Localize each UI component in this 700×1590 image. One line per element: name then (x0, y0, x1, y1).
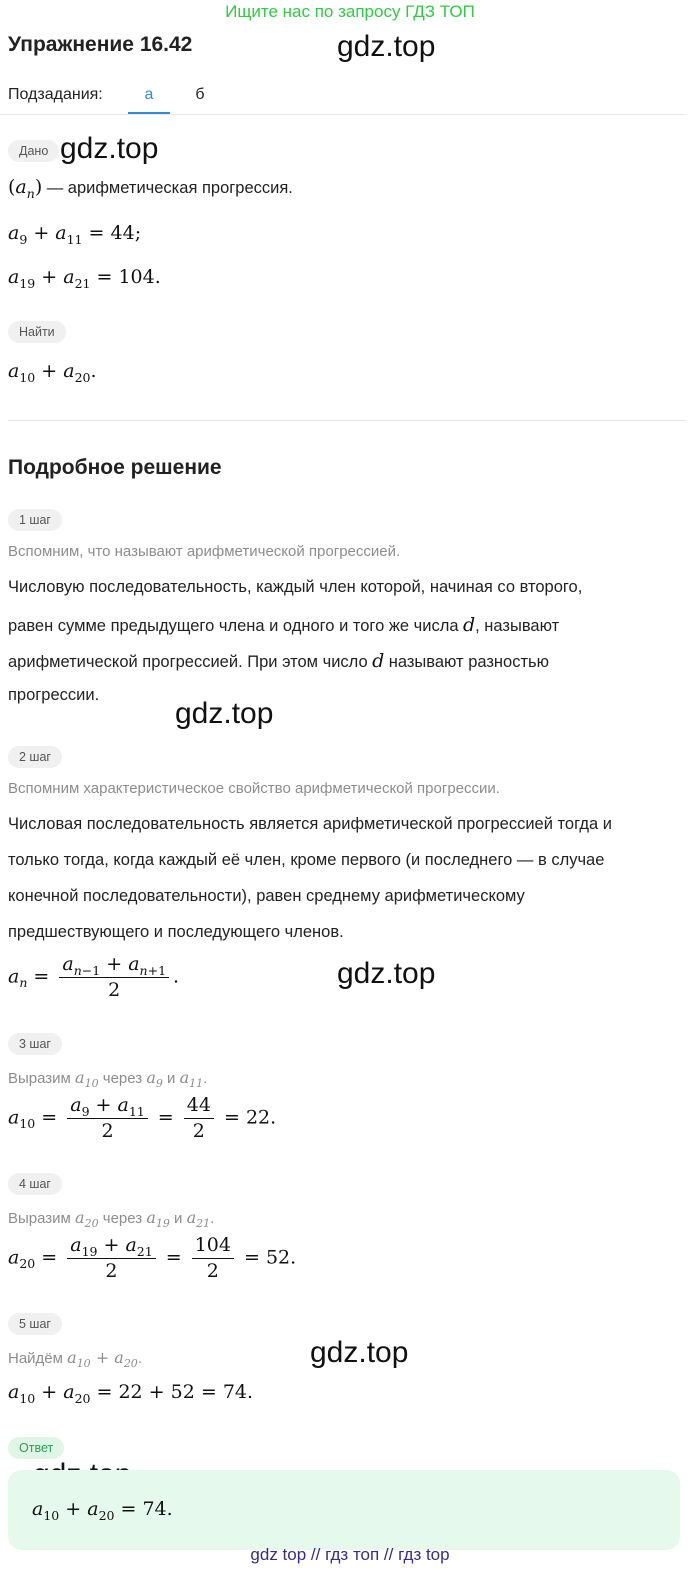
step-3-hint: Выразим $a_{10}$ через $a_9$ и $a_{11}$. (8, 1068, 208, 1090)
step-5-hint: Найдём $a_{10} + a_{20}$. (8, 1348, 142, 1370)
find-chip: Найти (8, 321, 66, 343)
step-1-chip: 1 шаг (8, 509, 62, 531)
tab-subtask-a[interactable]: а (144, 86, 154, 103)
watermark: gdz.top (337, 957, 436, 990)
answer-chip: Ответ (8, 1437, 64, 1459)
step-2-line-2: только тогда, когда каждый её член, кроме первого (и последнего — в случае (8, 851, 605, 869)
step-3-chip: 3 шаг (8, 1033, 62, 1055)
step-2-formula: $a_n$ = $\frac{a_{n-1} + a_{n+1}}{2}$ . (8, 953, 180, 1001)
given-line-1 (8, 176, 293, 201)
step-1-line-2: равен сумме предыдущего члена и одного и того же числа d, называют (8, 614, 560, 636)
step-2-line-1: Числовая последовательность является арифметической прогрессией тогда и (8, 815, 612, 833)
step-5-chip: 5 шаг (8, 1313, 62, 1335)
step-4-chip: 4 шаг (8, 1173, 62, 1195)
footer-links[interactable]: gdz top // гдз топ // гдз top (250, 1545, 450, 1564)
step-2-line-4: предшествующего и последующего членов. (8, 923, 344, 941)
step-2-chip: 2 шаг (8, 746, 62, 768)
given-text: — арифметическая прогрессия. (46, 179, 293, 197)
step-1-line-4: прогрессии. (8, 686, 100, 704)
promo-banner: Ищите нас по запросу ГДЗ ТОП (225, 2, 475, 21)
step-1-line-1: Числовую последовательность, каждый член которой, начиная со второго, (8, 578, 583, 596)
tabs-divider (0, 114, 686, 115)
page-title: Упражнение 16.42 (8, 33, 193, 56)
sequence-notation: $(a_n)$ (8, 176, 43, 201)
given-chip: Дано (8, 140, 59, 162)
section-divider (8, 420, 686, 421)
subtasks-label: Подзадания: (8, 86, 103, 103)
watermark: gdz.top (175, 697, 274, 730)
step-3-formula: $a_{10}$ = $\frac{a_9 + a_{11}}{2}$ = $\frac{44}{2}$ = 22. (8, 1094, 277, 1142)
step-1-hint: Вспомним, что называют арифметической прогрессией. (8, 543, 401, 560)
step-5-formula: $a_{10} + a_{20} = 22 + 52 = 74$. (8, 1381, 254, 1406)
step-4-formula: $a_{20}$ = $\frac{a_{19} + a_{21}}{2}$ = $\frac{104}{2}$ = 52. (8, 1234, 297, 1282)
watermark: gdz.top (310, 1336, 409, 1369)
given-equation-2: $a_{19} + a_{21} = 104$. (8, 266, 161, 291)
given-equation-1: $a_9 + a_{11} = 44$; (8, 222, 142, 247)
step-2-line-3: конечной последовательности), равен среднему арифметическому (8, 887, 525, 905)
step-2-hint: Вспомним характеристическое свойство арифметической прогрессии. (8, 780, 500, 797)
watermark: gdz.top (337, 30, 436, 63)
solution-title: Подробное решение (8, 456, 222, 479)
tab-subtask-b[interactable]: б (195, 86, 205, 103)
answer-formula: $a_{10} + a_{20} = 74$. (32, 1498, 173, 1523)
step-4-hint: Выразим $a_{20}$ через $a_{19}$ и $a_{21}$. (8, 1208, 215, 1230)
watermark: gdz.top (60, 132, 159, 165)
find-expression: $a_{10} + a_{20}$. (8, 360, 97, 385)
step-1-line-3: арифметической прогрессией. При этом число d называют разностью (8, 650, 549, 672)
